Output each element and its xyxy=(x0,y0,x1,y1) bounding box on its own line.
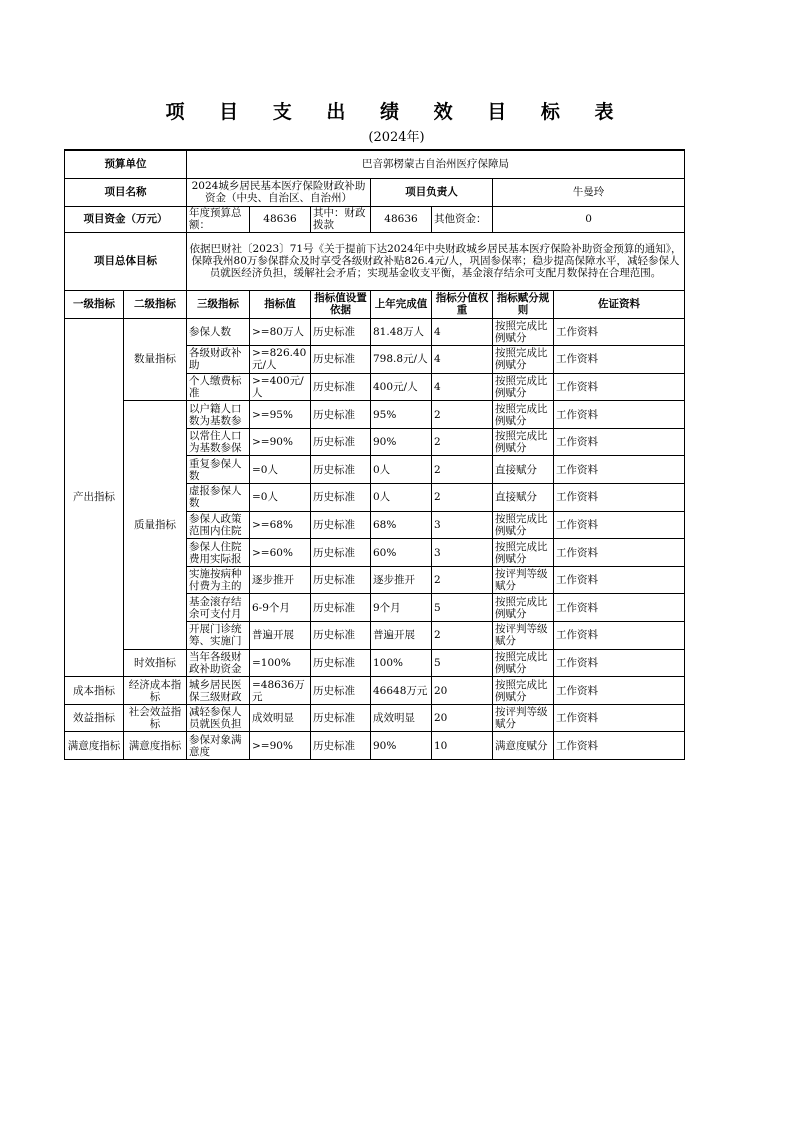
indicator-value: >=826.40元/人 xyxy=(250,346,311,374)
indicator-basis: 历史标准 xyxy=(311,704,371,732)
indicator-weight: 2 xyxy=(432,484,493,512)
indicator-basis: 历史标准 xyxy=(311,649,371,677)
indicator-weight: 3 xyxy=(432,511,493,539)
table-row xyxy=(65,401,685,429)
other-funds-label: 其他资金： xyxy=(432,206,493,232)
indicator-value: =0人 xyxy=(250,456,311,484)
indicator-value: >=60% xyxy=(250,539,311,567)
group-benefit-l2: 社会效益指标 xyxy=(124,704,187,732)
indicator-value: 逐步推开 xyxy=(250,566,311,594)
indicator-last-year: 68% xyxy=(371,511,432,539)
indicator-evidence: 工作资料 xyxy=(554,539,685,567)
indicator-evidence: 工作资料 xyxy=(554,401,685,429)
indicator-rule: 按照完成比例赋分 xyxy=(493,594,554,622)
indicator-rule: 直接赋分 xyxy=(493,484,554,512)
header-weight: 指标分值权重 xyxy=(432,290,493,318)
indicator-value: >=90% xyxy=(250,428,311,456)
header-last-year: 上年完成值 xyxy=(371,290,432,318)
budget-unit-value: 巴音郭楞蒙古自治州医疗保障局 xyxy=(187,150,685,178)
project-name-label: 项目名称 xyxy=(65,178,187,206)
overall-goal-value: 依据巴财社〔2023〕71号《关于提前下达2024年中央财政城乡居民基本医疗保险补助资金预算的通知》，保障我州80万参保群众及时享受各级财政补贴826.4元/人，巩固参保率；稳步提高保障水平，减轻参保人员就医经济负担，缓解社会矛盾；实现基金收支平衡，基金滚存结余可支配月数保持在合理范围。 xyxy=(187,232,685,290)
indicator-weight: 10 xyxy=(432,732,493,760)
indicator-basis: 历史标准 xyxy=(311,373,371,401)
indicator-rule: 按照完成比例赋分 xyxy=(493,318,554,346)
group-quantity: 数量指标 xyxy=(124,318,187,401)
indicator-rule: 直接赋分 xyxy=(493,456,554,484)
indicator-last-year: 798.8元/人 xyxy=(371,346,432,374)
indicator-name: 重复参保人数 xyxy=(187,456,250,484)
indicator-value: >=90% xyxy=(250,732,311,760)
indicator-basis: 历史标准 xyxy=(311,594,371,622)
indicator-last-year: 逐步推开 xyxy=(371,566,432,594)
indicator-rows xyxy=(65,318,685,760)
indicator-name: 参保人住院费用实际报 xyxy=(187,539,250,567)
indicator-evidence: 工作资料 xyxy=(554,456,685,484)
indicator-weight: 2 xyxy=(432,428,493,456)
indicator-last-year: 90% xyxy=(371,428,432,456)
indicator-name: 当年各级财政补助资金 xyxy=(187,649,250,677)
group-satisfaction-l1: 满意度指标 xyxy=(65,732,124,760)
indicator-basis: 历史标准 xyxy=(311,677,371,705)
indicator-weight: 5 xyxy=(432,594,493,622)
indicator-name: 虚报参保人数 xyxy=(187,484,250,512)
indicator-evidence: 工作资料 xyxy=(554,428,685,456)
indicator-evidence: 工作资料 xyxy=(554,318,685,346)
indicator-rule: 按照完成比例赋分 xyxy=(493,539,554,567)
header-value: 指标值 xyxy=(250,290,311,318)
indicator-basis: 历史标准 xyxy=(311,539,371,567)
indicator-weight: 2 xyxy=(432,401,493,429)
annual-total-value: 48636 xyxy=(250,206,311,232)
indicator-basis: 历史标准 xyxy=(311,401,371,429)
table-row xyxy=(65,677,685,705)
indicator-value: 普遍开展 xyxy=(250,622,311,650)
indicator-value: >=95% xyxy=(250,401,311,429)
indicator-evidence: 工作资料 xyxy=(554,704,685,732)
indicator-last-year: 46648万元 xyxy=(371,677,432,705)
indicator-value: =100% xyxy=(250,649,311,677)
project-name-value: 2024城乡居民基本医疗保险财政补助资金（中央、自治区、自治州） xyxy=(187,178,371,206)
indicator-evidence: 工作资料 xyxy=(554,594,685,622)
indicator-evidence: 工作资料 xyxy=(554,622,685,650)
group-benefit-l1: 效益指标 xyxy=(65,704,124,732)
indicator-rule: 按照完成比例赋分 xyxy=(493,511,554,539)
indicator-name: 参保人政策范围内住院 xyxy=(187,511,250,539)
indicator-evidence: 工作资料 xyxy=(554,373,685,401)
indicator-evidence: 工作资料 xyxy=(554,677,685,705)
header-level3: 三级指标 xyxy=(187,290,250,318)
indicator-name: 以户籍人口数为基数参 xyxy=(187,401,250,429)
fiscal-label: 其中：财政拨款 xyxy=(311,206,371,232)
annual-total-label: 年度预算总额： xyxy=(187,206,250,232)
indicator-evidence: 工作资料 xyxy=(554,346,685,374)
header-row xyxy=(65,290,685,318)
group-output: 产出指标 xyxy=(65,318,124,677)
performance-table xyxy=(64,149,685,760)
indicator-rule: 按照完成比例赋分 xyxy=(493,649,554,677)
indicator-weight: 2 xyxy=(432,566,493,594)
indicator-basis: 历史标准 xyxy=(311,566,371,594)
indicator-basis: 历史标准 xyxy=(311,346,371,374)
page-year: (2024年) xyxy=(368,130,425,145)
project-leader-label: 项目负责人 xyxy=(371,178,493,206)
indicator-name: 参保人数 xyxy=(187,318,250,346)
indicator-last-year: 95% xyxy=(371,401,432,429)
indicator-weight: 4 xyxy=(432,373,493,401)
indicator-name: 城乡居民医保三级财政 xyxy=(187,677,250,705)
indicator-weight: 2 xyxy=(432,622,493,650)
indicator-value: >=80万人 xyxy=(250,318,311,346)
indicator-last-year: 9个月 xyxy=(371,594,432,622)
group-quality: 质量指标 xyxy=(124,401,187,649)
indicator-value: >=400元/人 xyxy=(250,373,311,401)
indicator-basis: 历史标准 xyxy=(311,732,371,760)
indicator-last-year: 普遍开展 xyxy=(371,622,432,650)
indicator-evidence: 工作资料 xyxy=(554,732,685,760)
indicator-basis: 历史标准 xyxy=(311,511,371,539)
indicator-rule: 按照完成比例赋分 xyxy=(493,373,554,401)
other-funds-value: 0 xyxy=(493,206,685,232)
table-row xyxy=(65,649,685,677)
table-row xyxy=(65,704,685,732)
indicator-name: 参保对象满意度 xyxy=(187,732,250,760)
indicator-last-year: 81.48万人 xyxy=(371,318,432,346)
indicator-name: 开展门诊统筹、实施门 xyxy=(187,622,250,650)
indicator-evidence: 工作资料 xyxy=(554,566,685,594)
indicator-weight: 20 xyxy=(432,677,493,705)
indicator-weight: 5 xyxy=(432,649,493,677)
indicator-weight: 2 xyxy=(432,456,493,484)
indicator-name: 减轻参保人员就医负担 xyxy=(187,704,250,732)
indicator-name: 个人缴费标准 xyxy=(187,373,250,401)
indicator-name: 基金滚存结余可支付月 xyxy=(187,594,250,622)
indicator-rule: 按照完成比例赋分 xyxy=(493,428,554,456)
page-title: 项 目 支 出 绩 效 目 标 表 xyxy=(165,101,628,123)
indicator-last-year: 0人 xyxy=(371,484,432,512)
fiscal-value: 48636 xyxy=(371,206,432,232)
header-level1: 一级指标 xyxy=(65,290,124,318)
indicator-evidence: 工作资料 xyxy=(554,511,685,539)
indicator-value: =48636万元 xyxy=(250,677,311,705)
header-level2: 二级指标 xyxy=(124,290,187,318)
indicator-value: >=68% xyxy=(250,511,311,539)
indicator-evidence: 工作资料 xyxy=(554,649,685,677)
indicator-last-year: 100% xyxy=(371,649,432,677)
indicator-name: 各级财政补助 xyxy=(187,346,250,374)
indicator-rule: 按评判等级赋分 xyxy=(493,704,554,732)
header-rule: 指标赋分规则 xyxy=(493,290,554,318)
indicator-basis: 历史标准 xyxy=(311,428,371,456)
header-evidence: 佐证资料 xyxy=(554,290,685,318)
indicator-weight: 20 xyxy=(432,704,493,732)
indicator-rule: 按评判等级赋分 xyxy=(493,622,554,650)
indicator-basis: 历史标准 xyxy=(311,622,371,650)
indicator-name: 实施按病种付费为主的 xyxy=(187,566,250,594)
table-row xyxy=(65,318,685,346)
indicator-value: 成效明显 xyxy=(250,704,311,732)
indicator-value: 6-9个月 xyxy=(250,594,311,622)
indicator-weight: 4 xyxy=(432,346,493,374)
group-timeliness: 时效指标 xyxy=(124,649,187,677)
budget-unit-label: 预算单位 xyxy=(65,150,187,178)
project-funds-label: 项目资金（万元） xyxy=(65,206,187,232)
project-leader-value: 牛曼玲 xyxy=(493,178,685,206)
indicator-last-year: 成效明显 xyxy=(371,704,432,732)
indicator-value: =0人 xyxy=(250,484,311,512)
indicator-basis: 历史标准 xyxy=(311,456,371,484)
indicator-rule: 按照完成比例赋分 xyxy=(493,346,554,374)
indicator-rule: 按照完成比例赋分 xyxy=(493,401,554,429)
indicator-rule: 按评判等级赋分 xyxy=(493,566,554,594)
group-cost-l2: 经济成本指标 xyxy=(124,677,187,705)
indicator-basis: 历史标准 xyxy=(311,484,371,512)
indicator-weight: 3 xyxy=(432,539,493,567)
indicator-last-year: 400元/人 xyxy=(371,373,432,401)
overall-goal-label: 项目总体目标 xyxy=(65,232,187,290)
indicator-last-year: 90% xyxy=(371,732,432,760)
group-cost-l1: 成本指标 xyxy=(65,677,124,705)
indicator-last-year: 0人 xyxy=(371,456,432,484)
indicator-rule: 满意度赋分 xyxy=(493,732,554,760)
indicator-rule: 按照完成比例赋分 xyxy=(493,677,554,705)
header-basis: 指标值设置依据 xyxy=(311,290,371,318)
indicator-basis: 历史标准 xyxy=(311,318,371,346)
group-satisfaction-l2: 满意度指标 xyxy=(124,732,187,760)
indicator-name: 以常住人口为基数参保 xyxy=(187,428,250,456)
indicator-last-year: 60% xyxy=(371,539,432,567)
indicator-weight: 4 xyxy=(432,318,493,346)
indicator-evidence: 工作资料 xyxy=(554,484,685,512)
table-row xyxy=(65,732,685,760)
